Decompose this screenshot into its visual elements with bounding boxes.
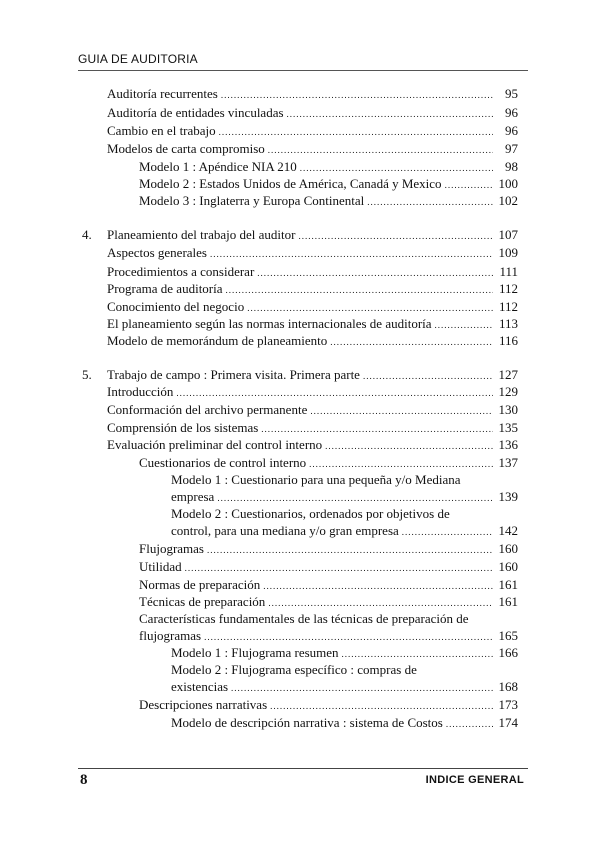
- toc-entry: [139, 695, 518, 715]
- toc-entry-page: 139: [498, 489, 518, 504]
- running-header: GUIA DE AUDITORIA: [78, 52, 198, 66]
- toc-entry-label: Conformación del archivo permanente: [107, 402, 308, 417]
- toc-entry-page: 98: [505, 159, 518, 174]
- toc-entry: [171, 521, 518, 541]
- toc-entry-page: 112: [498, 299, 518, 314]
- toc-entry-page: 129: [498, 384, 518, 399]
- toc-entry-page: 95: [505, 86, 518, 101]
- toc-entry: [107, 400, 518, 420]
- toc-entry: [107, 435, 518, 455]
- toc-entry-label: Modelo 1 : Apéndice NIA 210: [139, 159, 297, 174]
- toc-entry: [171, 713, 518, 733]
- toc-entry-label: Auditoría recurrentes: [107, 86, 218, 101]
- toc-entry-label: Modelo 2 : Cuestionarios, ordenados por objetivos de: [171, 506, 450, 521]
- toc-entry-label: Introducción: [107, 384, 174, 399]
- toc-entry-label: El planeamiento según las normas internacionales de auditoría: [107, 316, 432, 331]
- dot-leader: [210, 244, 493, 264]
- toc-entry: [107, 103, 518, 123]
- toc-entry-label: Técnicas de preparación: [139, 594, 266, 609]
- toc-entry: [139, 191, 518, 211]
- toc-entry-label: Modelo 2 : Flujograma específico : compras de: [171, 662, 417, 677]
- toc-entry-page: 96: [505, 123, 518, 138]
- toc-entry-page: 116: [498, 333, 518, 348]
- toc-entry-label: control, para una mediana y/o gran empresa: [171, 523, 399, 538]
- dot-leader: [221, 85, 493, 105]
- toc-entry-label: Utilidad: [139, 559, 182, 574]
- toc-entry-page: 174: [498, 715, 518, 730]
- toc-entry-page: 107: [498, 227, 518, 242]
- chapter-number: 4.: [82, 227, 92, 242]
- toc-entry-page: 173: [498, 697, 518, 712]
- toc-entry-page: 109: [498, 245, 518, 260]
- toc-entry: [139, 557, 518, 577]
- dot-leader: [446, 714, 493, 734]
- toc-entry-label: Conocimiento del negocio: [107, 299, 245, 314]
- toc-entry: [107, 331, 518, 351]
- toc-entry-page: 127: [498, 367, 518, 382]
- toc-entry-label: Modelo 3 : Inglaterra y Europa Continental: [139, 193, 365, 208]
- toc-entry: [107, 243, 518, 263]
- footer-rule: [78, 768, 528, 769]
- toc-entry-page: 130: [498, 402, 518, 417]
- toc-entry-label: Características fundamentales de las técnicas de preparación de: [139, 611, 469, 626]
- toc-entry-page: 166: [498, 645, 518, 660]
- dot-leader: [367, 192, 493, 212]
- toc-entry-page: 100: [498, 176, 518, 191]
- toc-entry-page: 165: [498, 628, 518, 643]
- footer-title: INDICE GENERAL: [425, 774, 524, 786]
- toc-entry: [171, 677, 518, 697]
- toc-entry: [139, 539, 518, 559]
- toc-entry-page: 112: [498, 281, 518, 296]
- toc-entry-label: Modelo 1 : Flujograma resumen: [171, 645, 339, 660]
- toc-entry-label: Planeamiento del trabajo del auditor: [107, 227, 296, 242]
- toc-entry-label: Modelo 1 : Cuestionario para una pequeña y/o Mediana: [171, 472, 461, 487]
- toc-entry-label: Comprensión de los sistemas: [107, 420, 259, 435]
- toc-entry-label: empresa: [171, 489, 215, 504]
- chapter-number: 5.: [82, 367, 92, 382]
- toc-entry-label: Aspectos generales: [107, 245, 207, 260]
- toc-entry-label: Flujogramas: [139, 541, 204, 556]
- toc-entry-page: 142: [498, 523, 518, 538]
- toc-entry-page: 160: [498, 559, 518, 574]
- toc-entry-page: 96: [505, 105, 518, 120]
- toc-entry: [107, 121, 518, 141]
- toc-entry-page: 161: [498, 577, 518, 592]
- toc-entry-label: Cambio en el trabajo: [107, 123, 216, 138]
- toc-entry: [107, 225, 518, 245]
- toc-entry: [107, 84, 518, 104]
- toc-entry-page: 137: [498, 455, 518, 470]
- toc-entry-label: Trabajo de campo : Primera visita. Primera parte: [107, 367, 360, 382]
- toc-entry-label: flujogramas: [139, 628, 202, 643]
- header-rule: [78, 70, 528, 71]
- toc-entry-page: 161: [498, 594, 518, 609]
- toc-entry-label: existencias: [171, 679, 229, 694]
- toc-entry-page: 135: [498, 420, 518, 435]
- toc-entry-label: Descripciones narrativas: [139, 697, 268, 712]
- toc-entry-label: Procedimientos a considerar: [107, 264, 255, 279]
- toc-entry-page: 113: [498, 316, 518, 331]
- toc-entry: [107, 382, 518, 402]
- dot-leader: [330, 332, 493, 352]
- toc-entry-label: Evaluación preliminar del control interno: [107, 437, 323, 452]
- toc-entry-label: Modelo de descripción narrativa : sistema de Costos: [171, 715, 443, 730]
- toc-entry-page: 136: [498, 437, 518, 452]
- page-number: 8: [80, 772, 88, 788]
- toc-entry-page: 168: [498, 679, 518, 694]
- toc-entry-label: Programa de auditoría: [107, 281, 223, 296]
- toc-entry-page: 160: [498, 541, 518, 556]
- toc-entry-label: Modelo 2 : Estados Unidos de América, Canadá y Mexico: [139, 176, 442, 191]
- toc-entry-label: Modelos de carta compromiso: [107, 141, 265, 156]
- toc-entry-label: Modelo de memorándum de planeamiento: [107, 333, 328, 348]
- toc-entry: [107, 279, 518, 299]
- toc-entry-page: 102: [498, 193, 518, 208]
- toc-entry-label: Cuestionarios de control interno: [139, 455, 307, 470]
- toc-entry-page: 97: [505, 141, 518, 156]
- toc-entry-page: 111: [499, 264, 518, 279]
- toc-entry: [107, 139, 518, 159]
- toc-entry-label: Normas de preparación: [139, 577, 261, 592]
- toc-entry-label: Auditoría de entidades vinculadas: [107, 105, 284, 120]
